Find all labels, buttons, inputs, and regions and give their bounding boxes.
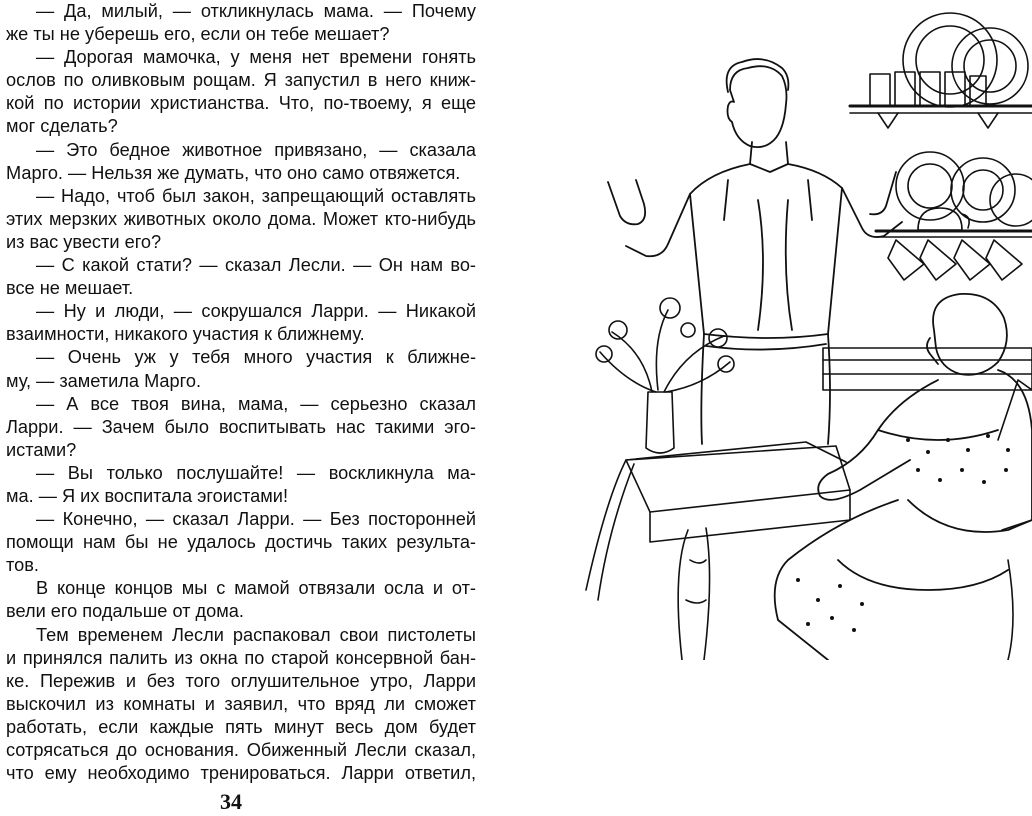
- text-line: ма. — Я их воспитала эгоистами!: [6, 485, 288, 506]
- standing-man: [608, 59, 902, 444]
- text-line: Марго. — Нельзя же думать, что оно само отвяжется.: [6, 162, 461, 183]
- text-line: — Надо, чтоб был закон, запрещающий оставлять: [36, 185, 476, 206]
- text-line: Тем временем Лесли распаковал свои пистолеты: [36, 624, 476, 645]
- text-line: все не мешает.: [6, 278, 134, 299]
- text-line: из вас увести его?: [6, 231, 162, 252]
- text-line: Ларри. — Зачем было воспитывать нас такими эго-: [6, 416, 476, 437]
- body-text: [6, 0, 476, 785]
- text-line: и принялся палить из окна по старой консервной бан-: [6, 647, 476, 668]
- flower-vase: [596, 298, 734, 453]
- text-line: — Конечно, — сказал Ларри. — Без посторонней: [36, 509, 476, 530]
- shelf-middle: [876, 152, 1032, 280]
- text-line: му, — заметила Марго.: [6, 370, 202, 391]
- kitchen-scene-illustration-icon: [578, 0, 1032, 660]
- text-line: же ты не уберешь его, если он тебе мешает?: [6, 24, 390, 45]
- text-line: — Это бедное животное привязано, — сказала: [36, 139, 476, 160]
- text-line: сотрясаться до основания. Обиженный Лесли сказал,: [6, 740, 476, 760]
- text-line: — Очень уж у тебя много участия к ближне-: [36, 347, 476, 368]
- text-line: кой по истории христианства. Что, по-твоему, я еще: [6, 93, 476, 114]
- shelf-top: [850, 13, 1032, 128]
- text-line: помощи нам бы не удалось достичь таких результа-: [6, 532, 476, 553]
- text-line: ослов по оливковым рощам. Я запустил в него книж-: [6, 70, 476, 91]
- text-line: работать, если каждые пять минут весь дом будет: [6, 716, 476, 737]
- text-line: — Дорогая мамочка, у меня нет времени гонять: [36, 47, 476, 68]
- text-line: — Да, милый, — откликнулась мама. — Почему: [36, 1, 476, 21]
- text-line: — А все твоя вина, мама, — серьезно сказал: [36, 393, 476, 414]
- text-line: В конце концов мы с мамой отвязали осла и от-: [36, 578, 476, 599]
- text-line: выскочил из комнаты и заявил, что вряд ли сможет: [6, 693, 476, 714]
- text-line: — С какой стати? — сказал Лесли. — Он нам во-: [36, 255, 476, 276]
- text-line: — Вы только послушайте! — воскликнула ма-: [36, 462, 476, 483]
- text-line: ке. Пережив и без того оглушительное утро, Ларри: [6, 670, 476, 691]
- text-line: — Ну и люди, — сокрушался Ларри. — Никакой: [36, 301, 476, 322]
- text-line: мог сделать?: [6, 116, 118, 137]
- text-line: взаимности, никакого участия к ближнему.: [6, 324, 365, 345]
- table: [586, 442, 850, 660]
- text-line: что ему необходимо тренироваться. Ларри ответил,: [6, 763, 476, 784]
- text-line: истами?: [6, 439, 77, 460]
- text-line: этих мерзких животных около дома. Может кто-нибудь: [6, 208, 476, 229]
- text-line: тов.: [6, 555, 39, 576]
- page-number: 34: [220, 789, 242, 814]
- text-line: вели его подальше от дома.: [6, 601, 244, 622]
